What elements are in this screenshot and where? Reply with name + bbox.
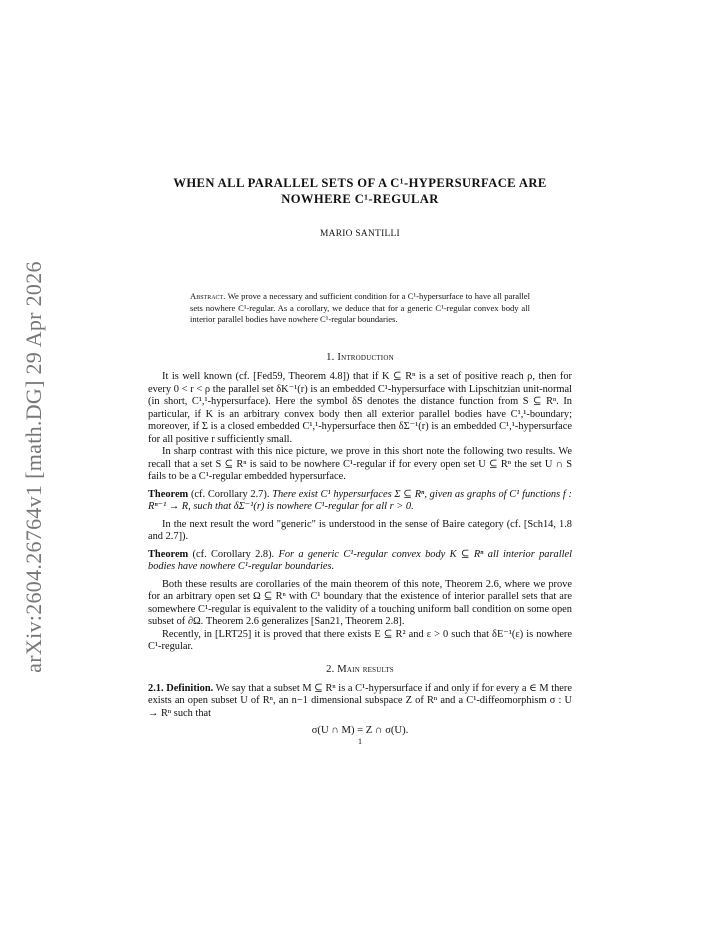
theorem-2-label: Theorem bbox=[148, 548, 189, 560]
theorem-1-label: Theorem bbox=[148, 488, 189, 500]
definition-2-1 bbox=[148, 683, 572, 721]
intro-paragraph-2: In sharp contrast with this nice picture, we prove in this short note the following two results. We recall that a set S ⊆ Rⁿ is said to be nowhere C¹-regular if for every open set U ⊆ Rⁿ the set U ∩ S fails to be a C¹-regular embedded hypersurface. bbox=[148, 446, 572, 482]
abstract-text: We prove a necessary and sufficient condition for a C¹-hypersurface to have all parallel sets nowhere C¹-regular. As a corollary, we deduce that for a generic C¹-regular convex body all interior parallel bodies have nowhere C¹-regular boundaries. bbox=[190, 291, 530, 325]
definition-text: We say that a subset M ⊆ Rⁿ is a C¹-hypersurface if and only if for every a ∈ M there exists an open subset U of Rⁿ, an n−1 dimensional subspace Z of Rⁿ and a C¹-diffeomorphism σ : U → Rⁿ such that bbox=[148, 682, 572, 719]
section-heading-main-results: 2. Main results bbox=[326, 663, 394, 675]
definition-equation: σ(U ∩ M) = Z ∩ σ(U). bbox=[311, 725, 409, 736]
theorem-2-reference: (cf. Corollary 2.8). bbox=[192, 548, 275, 560]
paper-title bbox=[148, 175, 572, 207]
arxiv-identifier: arXiv:2604.26764v1 [math.DG] 29 Apr 2026 bbox=[21, 261, 46, 673]
main-body bbox=[148, 352, 572, 746]
abstract bbox=[190, 291, 530, 326]
arxiv-side-stamp bbox=[0, 0, 60, 932]
intro-paragraph-5: Recently, in [LRT25] it is proved that there exists E ⊆ R² and ε > 0 such that δE⁻¹(ε) is nowhere C¹-regular. bbox=[148, 628, 572, 652]
theorem-2-statement: For a generic C¹-regular convex body K ⊆ Rⁿ all interior parallel bodies have nowhere C¹-regular boundaries. bbox=[148, 548, 572, 572]
theorem-1 bbox=[148, 489, 572, 514]
definition-label: 2.1. Definition. bbox=[148, 682, 214, 694]
theorem-2 bbox=[148, 549, 572, 574]
intro-paragraph-1: It is well known (cf. [Fed59, Theorem 4.8]) that if K ⊆ Rⁿ is a set of positive reach ρ, then for every 0 < r < ρ the parallel set δK⁻¹(r) is an embedded C¹-hypersurface with Lipschitzian unit-normal (in short, C¹,¹-hypersurface). Here the symbol δS denotes the distance function from S ⊆ Rⁿ. In particular, if K is an arbitrary convex body then all exterior parallel bodies have C¹,¹-boundary; moreover, if Σ is a closed embedded C¹,¹-hypersurface then δΣ⁻¹(r) is an embedded C¹,¹-hypersurface for all positive r sufficiently small. bbox=[148, 371, 572, 445]
theorem-1-statement: There exist C¹ hypersurfaces Σ ⊆ Rⁿ, given as graphs of C¹ functions f : Rⁿ⁻¹ → R, such that δΣ⁻¹(r) is nowhere C¹-regular for all r > 0. bbox=[148, 488, 572, 512]
abstract-label: Abstract. bbox=[190, 291, 226, 301]
author-name: MARIO SANTILLI bbox=[320, 229, 400, 239]
title-line-2: NOWHERE C¹-REGULAR bbox=[281, 192, 439, 206]
page-number: 1 bbox=[358, 737, 362, 746]
section-heading-introduction: 1. Introduction bbox=[326, 352, 394, 363]
intro-paragraph-4: Both these results are corollaries of the main theorem of this note, Theorem 2.6, where we prove for an arbitrary open set Ω ⊆ Rⁿ with C¹ boundary that the existence of interior parallel sets that are somewhere C¹-regular is equivalent to the validity of a touching uniform ball condition on some open subset of ∂Ω. Theorem 2.6 generalizes [San21, Theorem 2.8]. bbox=[148, 578, 572, 627]
title-line-1: WHEN ALL PARALLEL SETS OF A C¹-HYPERSURFACE ARE bbox=[173, 176, 547, 190]
theorem-1-reference: (cf. Corollary 2.7). bbox=[190, 488, 270, 500]
intro-paragraph-3: In the next result the word "generic" is understood in the sense of Baire category (cf. [Sch14, 1.8 and 2.7]). bbox=[148, 518, 572, 542]
